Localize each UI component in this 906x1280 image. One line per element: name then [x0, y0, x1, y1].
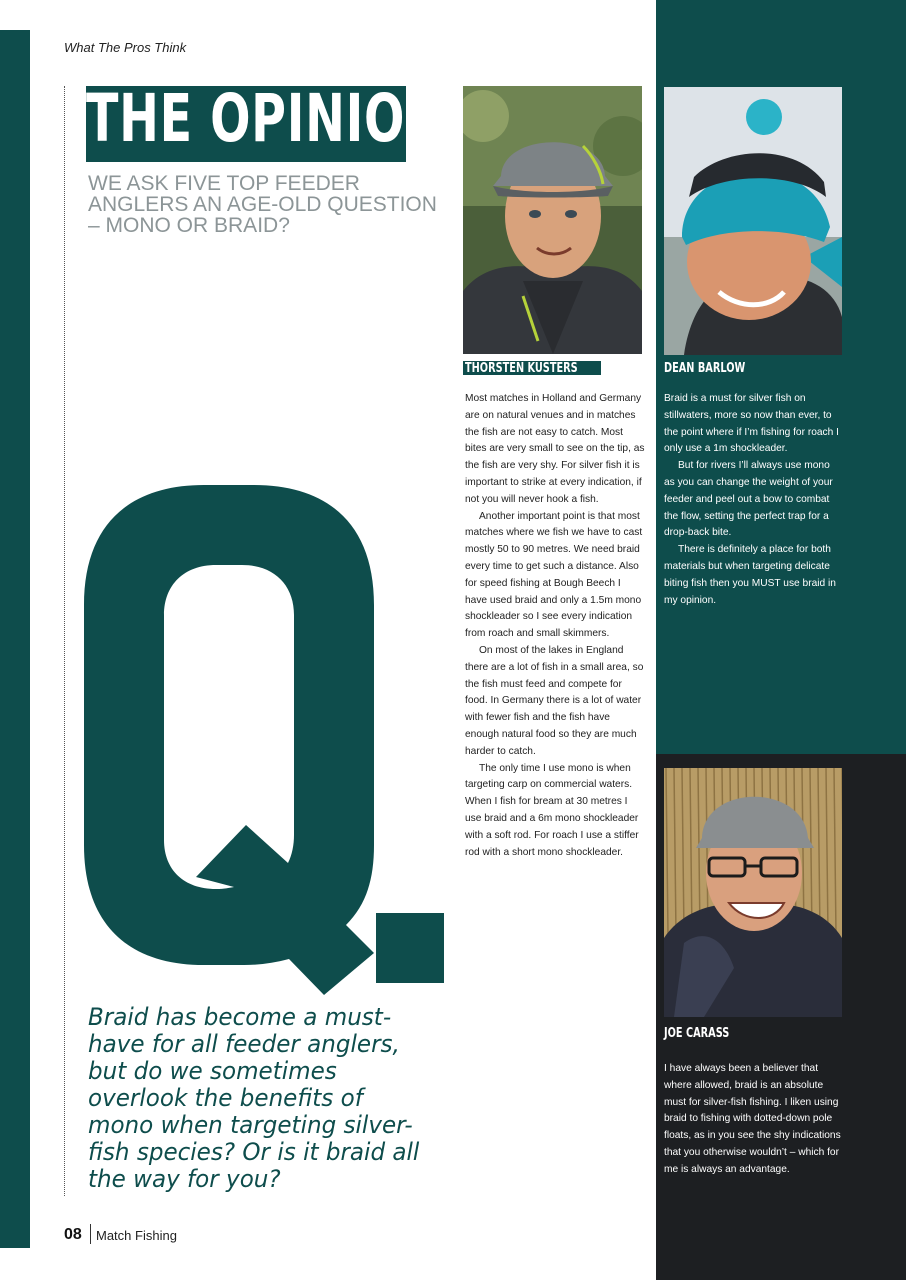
portrait-image: [664, 768, 842, 1017]
answer-paragraph: The only time I use mono is when targeting carp on commercial waters. When I fish for bream at 30 metres I use braid and a 6m mono shockleader with a soft rod. For roach I use a stiffer rod with a short mono shockleader.: [465, 762, 639, 858]
answer-paragraph: Most matches in Holland and Germany are on natural venues and in matches the fish are not easy to catch. Most bites are very small to see on the tip, as the fish are very shy. For silver fish it is important to strike at every indication, if not you will never hook a fish.: [465, 393, 645, 505]
intro-question: Braid has become a must-have for all feeder anglers, but do we sometimes overlook the benefits of mono when targeting silver-fish species? Or is it braid all the way for you?: [88, 1003, 420, 1193]
answer-paragraph: Braid is a must for silver fish on stillwaters, more so now than ever, to the point where if I’m fishing for roach I only use a 1m shockleader.: [664, 393, 839, 455]
answer-paragraph: On most of the lakes in England there are a lot of fish in a small area, so the fish must feed and compete for food. In Germany there is a lot of water with fewer fish and the fish have enough natural food so they are much harder to catch.: [465, 644, 644, 757]
photo-thorsten-kusters: [463, 86, 642, 354]
answer-paragraph: Another important point is that most matches where we fish we have to cast mostly 50 to 90 metres. We need braid every time to get such a distance. Also for speed fishing at Bough Beech I have used braid and only a 1.5m mono shockleader so I see every indication from roach and small skimmers.: [465, 510, 643, 640]
magazine-name: Match Fishing: [96, 1228, 177, 1243]
big-q-letter: [84, 485, 444, 1000]
angler-name-thorsten: THORSTEN KUSTERS: [465, 361, 578, 376]
answer-paragraph: There is definitely a place for both materials but when targeting delicate biting fish then you MUST use braid in my opinion.: [664, 544, 836, 606]
answer-paragraph: But for rivers I’ll always use mono as you can change the weight of your feeder and peel out a bow to combat the flow, setting the perfect trap for a drop-back bite.: [664, 460, 833, 539]
page-title: THE OPINION: [86, 80, 446, 157]
left-accent-strip: [0, 30, 30, 1248]
angler-name-dean: DEAN BARLOW: [664, 361, 746, 376]
section-label: What The Pros Think: [64, 40, 187, 55]
answer-thorsten: [465, 391, 645, 861]
portrait-image: [463, 86, 642, 354]
photo-joe-carass: [664, 768, 842, 1017]
answer-joe: [664, 1061, 842, 1179]
answer-dean: [664, 391, 842, 609]
angler-name-joe: JOE CARASS: [664, 1026, 730, 1041]
footer-separator: [90, 1224, 91, 1244]
page-number: 08: [64, 1226, 82, 1243]
portrait-image: [664, 87, 842, 355]
dotted-divider: [64, 86, 65, 1196]
page-subtitle: WE ASK FIVE TOP FEEDER ANGLERS AN AGE-OLD QUESTION – MONO OR BRAID?: [88, 172, 437, 237]
answer-paragraph: I have always been a believer that where allowed, braid is an absolute must for silver-fish fishing. I liken using braid to fishing with dotted-down pole floats, as in you see the shy indications that you otherwise wouldn’t – which for me is always an advantage.: [664, 1063, 841, 1175]
photo-dean-barlow: [664, 87, 842, 355]
